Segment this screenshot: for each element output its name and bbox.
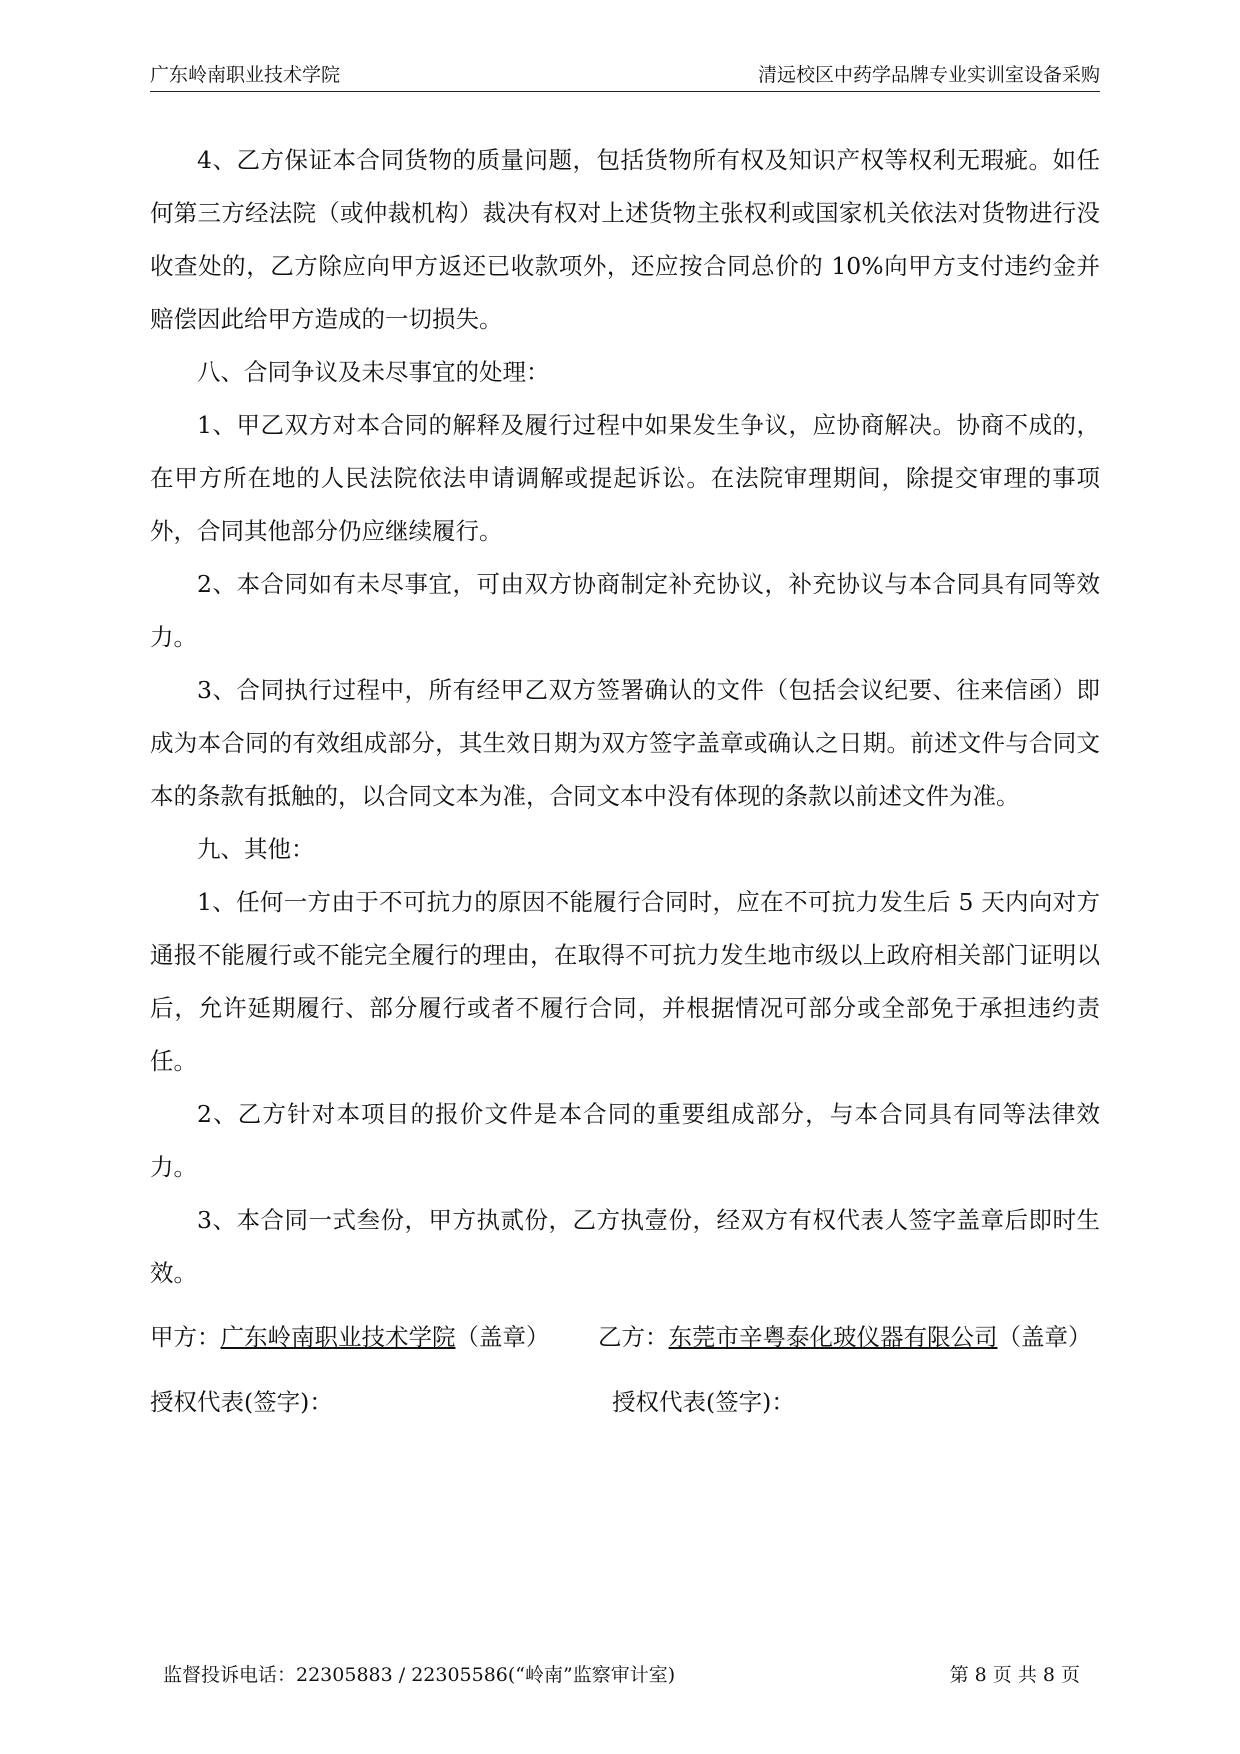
party-a-seal: （盖章） xyxy=(455,1323,550,1351)
clause-8-2: 2、本合同如有未尽事宜，可由双方协商制定补充协议，补充协议与本合同具有同等效力。 xyxy=(150,570,1100,651)
clause-9-3: 3、本合同一式叁份，甲方执贰份，乙方执壹份，经双方有权代表人签字盖章后即时生效。 xyxy=(150,1206,1100,1287)
clause-7-4: 4、乙方保证本合同货物的质量问题，包括货物所有权及知识产权等权利无瑕疵。如任何第三方经法院（或仲裁机构）裁决有权对上述货物主张权利或国家机关依法对货物进行没收查处的，乙方除应向甲方返还已收款项外，还应按合同总价的 10%向甲方支付违约金并赔偿因此给甲方造成的一切损失。 xyxy=(150,146,1100,333)
clause-9-2: 2、乙方针对本项目的报价文件是本合同的重要组成部分，与本合同具有同等法律效力。 xyxy=(150,1100,1100,1181)
party-b-seal: （盖章） xyxy=(997,1323,1092,1351)
section-8-heading: 八、合同争议及未尽事宜的处理： xyxy=(197,358,550,386)
party-a-representative: 授权代表(签字)： xyxy=(150,1388,333,1416)
page-footer xyxy=(163,1660,1080,1687)
party-a xyxy=(150,1323,550,1351)
clause-8-1: 1、甲乙双方对本合同的解释及履行过程中如果发生争议，应协商解决。协商不成的，在甲方所在地的人民法院依法申请调解或提起诉讼。在法院审理期间，除提交审理的事项外，合同其他部分仍应继续履行。 xyxy=(150,411,1100,545)
party-b-name: 东莞市辛粤泰化玻仪器有限公司 xyxy=(668,1323,998,1351)
header-project-title: 清远校区中药学品牌专业实训室设备采购 xyxy=(757,64,1100,86)
supervision-hotline: 监督投诉电话：22305883 / 22305586(“岭南”监察审计室) xyxy=(163,1664,676,1686)
signature-block xyxy=(150,1318,1100,1433)
representative-row xyxy=(150,1383,1100,1433)
party-row xyxy=(150,1318,1100,1368)
header-institution: 广东岭南职业技术学院 xyxy=(150,64,341,86)
party-a-label: 甲方： xyxy=(150,1323,221,1351)
page-header xyxy=(150,62,1100,92)
clause-8-3: 3、合同执行过程中，所有经甲乙双方签署确认的文件（包括会议纪要、往来信函）即成为本合同的有效组成部分，其生效日期为双方签字盖章或确认之日期。前述文件与合同文本的条款有抵触的，以合同文本为准，合同文本中没有体现的条款以前述文件为准。 xyxy=(150,676,1100,810)
page-number: 第 8 页 共 8 页 xyxy=(949,1664,1080,1686)
party-a-name: 广东岭南职业技术学院 xyxy=(220,1323,456,1351)
party-b xyxy=(598,1318,1092,1352)
clause-9-1: 1、任何一方由于不可抗力的原因不能履行合同时，应在不可抗力发生后 5 天内向对方通报不能履行或不能完全履行的理由，在取得不可抗力发生地市级以上政府相关部门证明以后，允许延期履行、部分履行或者不履行合同，并根据情况可部分或全部免于承担违约责任。 xyxy=(150,888,1100,1075)
section-9-heading: 九、其他： xyxy=(197,835,315,863)
party-b-representative: 授权代表(签字)： xyxy=(612,1388,795,1416)
contract-body xyxy=(150,134,1100,1300)
party-b-label: 乙方： xyxy=(598,1323,669,1351)
